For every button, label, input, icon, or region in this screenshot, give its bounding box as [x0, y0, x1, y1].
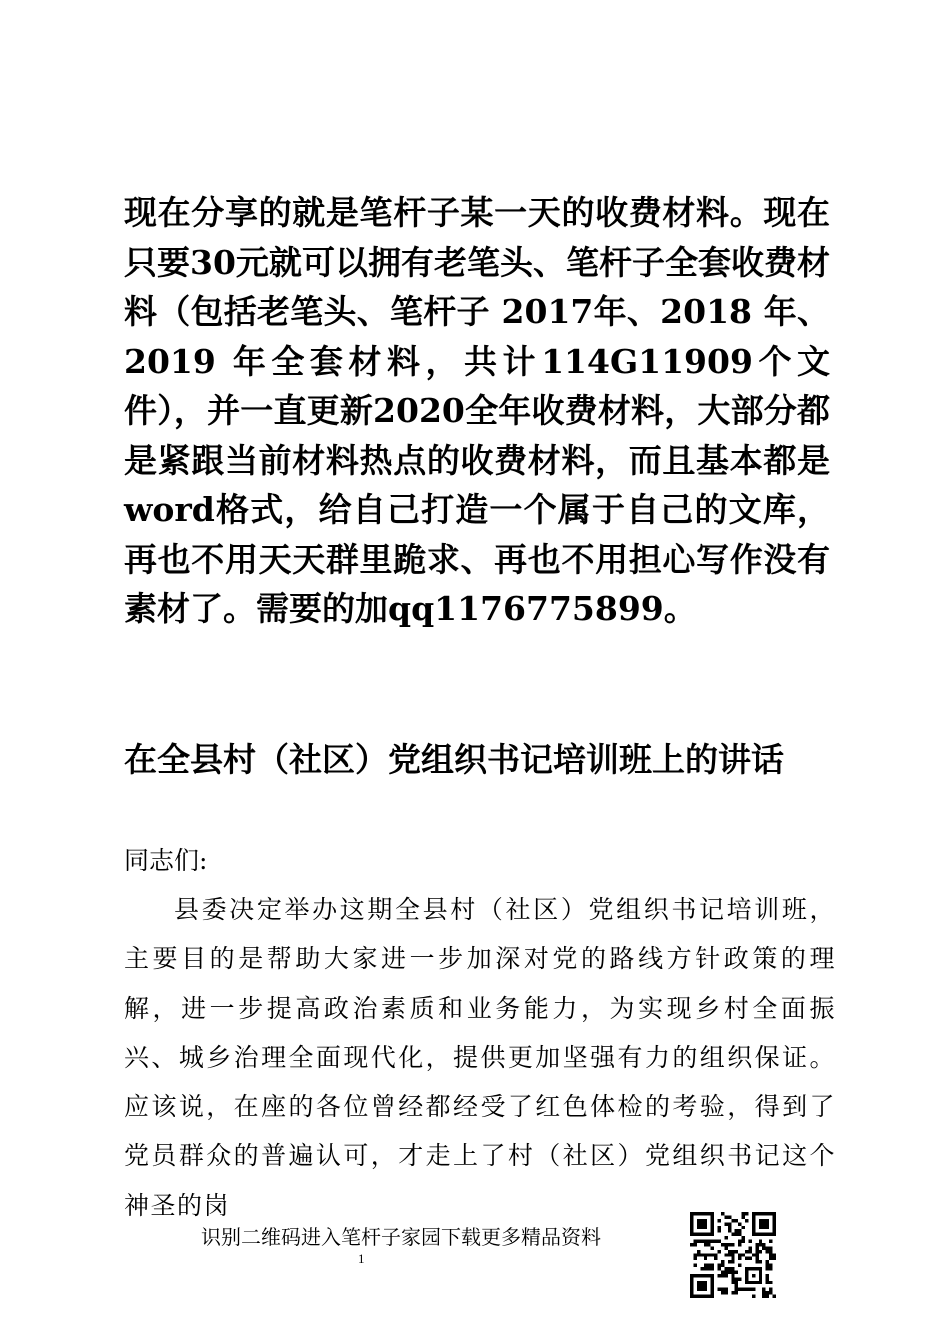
page-number: 1	[358, 1251, 365, 1266]
promo-paragraph: 现在分享的就是笔杆子某一天的收费材料。现在只要30元就可以拥有老笔头、笔杆子全套收费材料（包括老笔头、笔杆子 2017年、2018 年、2019 年全套材料，共计114G11909个文件），并一直更新2020全年收费材料，大部分都是紧跟当前材料热点的收费材料，而且基本都是word格式，给自己打造一个属于自己的文库，再也不用天天群里跪求、再也不用担心写作没有素材了。需要的加qq1176775899。	[124, 193, 830, 628]
document-title: 在全县村（社区）党组织书记培训班上的讲话	[124, 740, 784, 779]
footer-caption: 识别二维码进入笔杆子家园下载更多精品资料	[201, 1225, 601, 1249]
qr-code-icon[interactable]	[690, 1212, 776, 1298]
salutation: 同志们:	[124, 846, 208, 875]
body-paragraph: 县委决定举办这期全县村（社区）党组织书记培训班，主要目的是帮助大家进一步加深对党的路线方针政策的理解，进一步提高政治素质和业务能力，为实现乡村全面振兴、城乡治理全面现代化，提供更加坚强有力的组织保证。应该说，在座的各位曾经都经受了红色体检的考验，得到了党员群众的普遍认可，才走上了村（社区）党组织书记这个神圣的岗	[124, 895, 836, 1220]
